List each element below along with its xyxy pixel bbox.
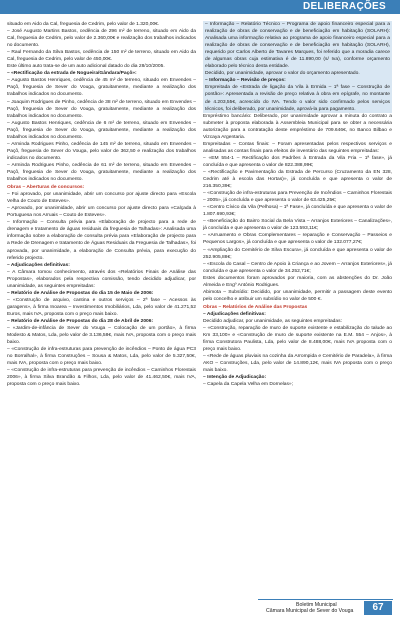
paragraph: – «Construção de infra-estruturas para Prevenção de Incêndios – Caminhos Florestais – 2005», já concluída e que apresenta o valor de 63.425,25€; — [203, 191, 392, 204]
page-number: 67 — [364, 601, 392, 615]
paragraph: – «Construção de infra-estruturas para prevenção de incêndios – Ponto de água PC3 no Borralhal», à firma Construções – Sousa & Matos, Lda, pelo valor de 5.327,50€, mais IVA, proposta com o preço mais baixo. — [7, 347, 196, 367]
paragraph: – José Augusto Martins Bastos, cedência de 296 m² de terreno, situado em Aido da Cal, freguesia de Cedrim, pelo valor de 2.360,00€ e realização dos trabalhos indicados no documento. — [7, 29, 196, 49]
paragraph: Empreitadas – Contas finais: – Foram apresentadas pelos respectivos serviços e analisadas as contas finais para efeitos de inventário das seguintes empreitadas: — [203, 141, 392, 154]
paragraph: – «Construção de arquivo, cantina e outros serviços – 2ª fase – Acessos às garagens», à firma Inoarea – Investimentos Imobiliários, Lda, pelo valor de 41.271,52 Euros, mais IVA, proposta com o preço mais baixo. — [7, 297, 196, 317]
left-column — [7, 21, 196, 388]
paragraph: – Intenção de Adjudicação: — [203, 375, 267, 381]
paragraph: – Informação – Revisão de preços: — [205, 78, 286, 84]
info-box — [203, 21, 392, 113]
paragraph: – Augusto Bastos Henriques, cedência de 6 m² de terreno, situado em Envendes – Paçô, freguesia de Sever do Vouga, gratuitamente, mediante a realização dos trabalhos indicados no documento. — [7, 120, 196, 140]
paragraph: – «Rectificação e Pavimentação da Estrada de Percurso (Cruzamento da EN 328, Cedrim até à escola das Hortas)», já concluída e que apresenta o valor de 216.350,39€; — [203, 169, 392, 190]
paragraph: – Joaquim Rodrigues de Pinho, cedência de 38 m² de terreno, situado em Envendes – Paçô, freguesia de Sever do Vouga, gratuitamente, mediante a realização dos trabalhos indicados no documento. — [7, 99, 196, 119]
paragraph: – Informação – Consulta prévia para «Elaboração de projecto para a rede de drenagem e tratamento de águas residuais da freguesia de Talhadas»: Analisada uma informação sobre a elaboração de consulta prévia para «Elaboração de projecto para a Rede de Drenagem e tratamento de Águas Residuais da Freguesia de Talhadas», foi aprovada, por unanimidade, a elaboração de Consulta prévia, para execução do referido projecto. — [7, 220, 196, 261]
paragraph: – Relatório de Análise de Propostas do dia 28 de Abril de 2006: — [7, 318, 154, 324]
paragraph: – «Arruamento e Obras Complementares – reparação e Conservação – Passeios e Pequenos Largos», já concluída e que apresenta o valor de 132.077,27€; — [203, 233, 392, 246]
paragraph: Decidido adjudicar, por unanimidade, as seguintes empreitadas: — [203, 318, 342, 324]
paragraph: – «Rede de águas pluviais na cozinha da Arrompida e Cemitério de Paradela», à firma AKO – Construções, Lda, pelo valor de 14.890,12€, mais IVA proposta com o preço mais baixo. — [203, 354, 392, 374]
paragraph: – Raul Fernando da Silva Bastos, cedência de 150 m² de terreno, situado em Aido da Cal, freguesia de Cedrim, pelo valor de 450,00€. — [7, 50, 196, 63]
paragraph: – A Câmara tomou conhecimento, através dos «Relatórios Finais de Análise das Propostas», elaborados pela respectiva comissão, tendo decidido adjudicar, por unanimidade, as seguintes empreitadas: — [7, 269, 196, 289]
paragraph: Abimota – Subsídio: Decidido, por unanimidade, permitir a passagem deste evento pelo concelho e atribuir um subsídio no valor de 500 €. — [203, 289, 392, 302]
paragraph: situado em Aido da Cal, freguesia de Cedrim, pelo valor de 1.320,00€. — [7, 22, 160, 27]
paragraph: – «Construção de infra-estruturas para prevenção de incêndios – Caminhos Florestais 2006», à firma Silva Brandão & Filhos, Lda, pelo valor de 41.462,50€, mais IVA, proposta com o preço mais baixo. — [7, 368, 196, 388]
paragraph: – Aprovado, por unanimidade, abrir um concurso por ajuste directo para «Calçada à Portuguesa nos Arruais – Couto de Esteves». — [7, 206, 196, 219]
paragraph: – Augusto Bastos Henriques, cedência de 45 m² de terreno, situado em Envendes – Paçô, freguesia de Sever do Vouga, gratuitamente, mediante a realização dos trabalhos indicados no documento. — [7, 78, 196, 98]
paragraph: Decidido, por unanimidade, aprovar o valor do orçamento apresentado. — [205, 71, 360, 77]
paragraph: Obras – Aberturas de concursos: — [7, 185, 85, 191]
paragraph: – «Escola do Casal – Centro de Apoio à Criança e ao Jovem – Arranjos Exteriores», já concluída e que apresenta o valor de 34.252,71€; — [203, 261, 392, 274]
paragraph: – Adjudicações definitivas: — [203, 311, 266, 317]
paragraph: – Foi aprovado, por unanimidade, abrir um concurso por ajuste directo para «Escola Velha de Couto de Esteves». — [7, 192, 196, 205]
paragraph: – Relatório de Análise de Propostas do dia 15 de Maio de 2006: — [7, 290, 154, 296]
paragraph: – «Ampliação do Cemitério de Silva Escura», já concluída e que apresenta o valor de 252.905,88€; — [203, 247, 392, 260]
footer-rule — [258, 599, 393, 600]
section-title: DELIBERAÇÕES — [302, 1, 386, 12]
paragraph: – «Centro Cívico da Vila (Pelhosa) – 1ª Fase», já concluída e que apresenta o valor de 1.807.690,93€; — [203, 205, 392, 218]
footer-publication: Boletim Municipal — [296, 602, 337, 608]
paragraph: Estes documentos foram aprovados por maioria, com as abstenções do Dr. João Almeida e Engº António Rodrigues. — [203, 275, 392, 288]
paragraph: – «Beneficiação do Bairro Social da Bela Vista – Arranjos Exteriores – Canalizações», já concluída e que apresenta o valor de 123.593,11€; — [203, 219, 392, 232]
page-header-bar — [0, 0, 400, 14]
paragraph: Obras – Relatórios de Análise das Propostas — [203, 304, 308, 310]
paragraph: Empréstimo bancário: Deliberado, por unanimidade aprovar a minuta do contrato a submeter à proposta elaborada à Assembleia Municipal para se obter a necessária autorização para a contratação deste empréstimo de 709.646€, no Banco Bilbao e Vizcaya Argentaria. — [203, 113, 392, 140]
paragraph: – «Rectificação da estrada de Nogueira/Gândara/Paçô»: — [7, 71, 137, 77]
paragraph: – «EM 554-1 – Rectificação dos Padrões à Entrada da Vila Fria – 1ª fase», já concluída e que apresenta o valor de 822.388,99€; — [203, 155, 392, 168]
paragraph: – «Construção, reparação de muro de suporte existente e estabilização do talude ao Km 33,100» e «Construção de muro de suporte existente na E.M. 554 – Anjos», à firma Construtora Paulista, Lda, pelo valor de 8.488,00€, mais IVA proposta com o preço mais baixo. — [203, 326, 392, 353]
paragraph: – Capela da Capela Velha em Dornelas»; — [203, 382, 293, 388]
paragraph: Empreitada de «Estrada de ligação da Vila à Ermida – 1ª fase – Construção de pontão»: Apresentada a revisão de preço relativa à obra em epígrafe, no montante de 4.203,55€, acrescido do IVA. Tendo o valor sido confirmado pelos serviços técnicos, foi deliberado, por unanimidade, aprová-la para pagamento. — [205, 85, 390, 112]
paragraph: – Adjudicações definitivas: — [7, 262, 70, 268]
right-column — [203, 21, 392, 388]
paragraph: – «Jardim-de-infância de Sever do Vouga – Colocação de um portão», à firma Modesto & Matos, Lda, pelo valor de 3.136,58€, mais IVA, proposta com o preço mais baixo. — [7, 326, 196, 346]
paragraph: Este último auto trata-se de um auto adicional datado do dia 28/10/2005. — [7, 64, 165, 70]
paragraph: – Arminda Rodrigues Pinho, cedência de 61 m² de terreno, situado em Envendes – Paçô, freguesia de Sever do Vouga, gratuitamente, mediante a realização dos trabalhos indicados no documento. — [7, 162, 196, 183]
footer-publisher: Câmara Municipal de Sever do Vouga — [266, 608, 354, 614]
paragraph: – Arminda Rodrigues Pinho, cedência de 145 m² de terreno, situado em Envendes – Paçô, freguesia de Sever do Vouga, pelo valor de 362,50 e realização dos trabalhos indicados no documento. — [7, 141, 196, 161]
paragraph: – Informação – Relatório Técnico – Programa de apoio financeiro especial para a realização de obras de conservação e de beneficiação em habitação (SOLARH): Analisada uma informação relativa ao programa de apoio financeiro especial para a realização de obras de conservação e de beneficiação em habitação (SOLARH), requerido por Carlos Alberto de Tavares Marques, foi referido que a moradia carece de algumas obras cuja estimativa é de 11.890,00 (s/ Iva), conforme orçamento elaborado pelo técnico desta entidade. — [205, 22, 390, 70]
page-footer — [0, 595, 400, 617]
